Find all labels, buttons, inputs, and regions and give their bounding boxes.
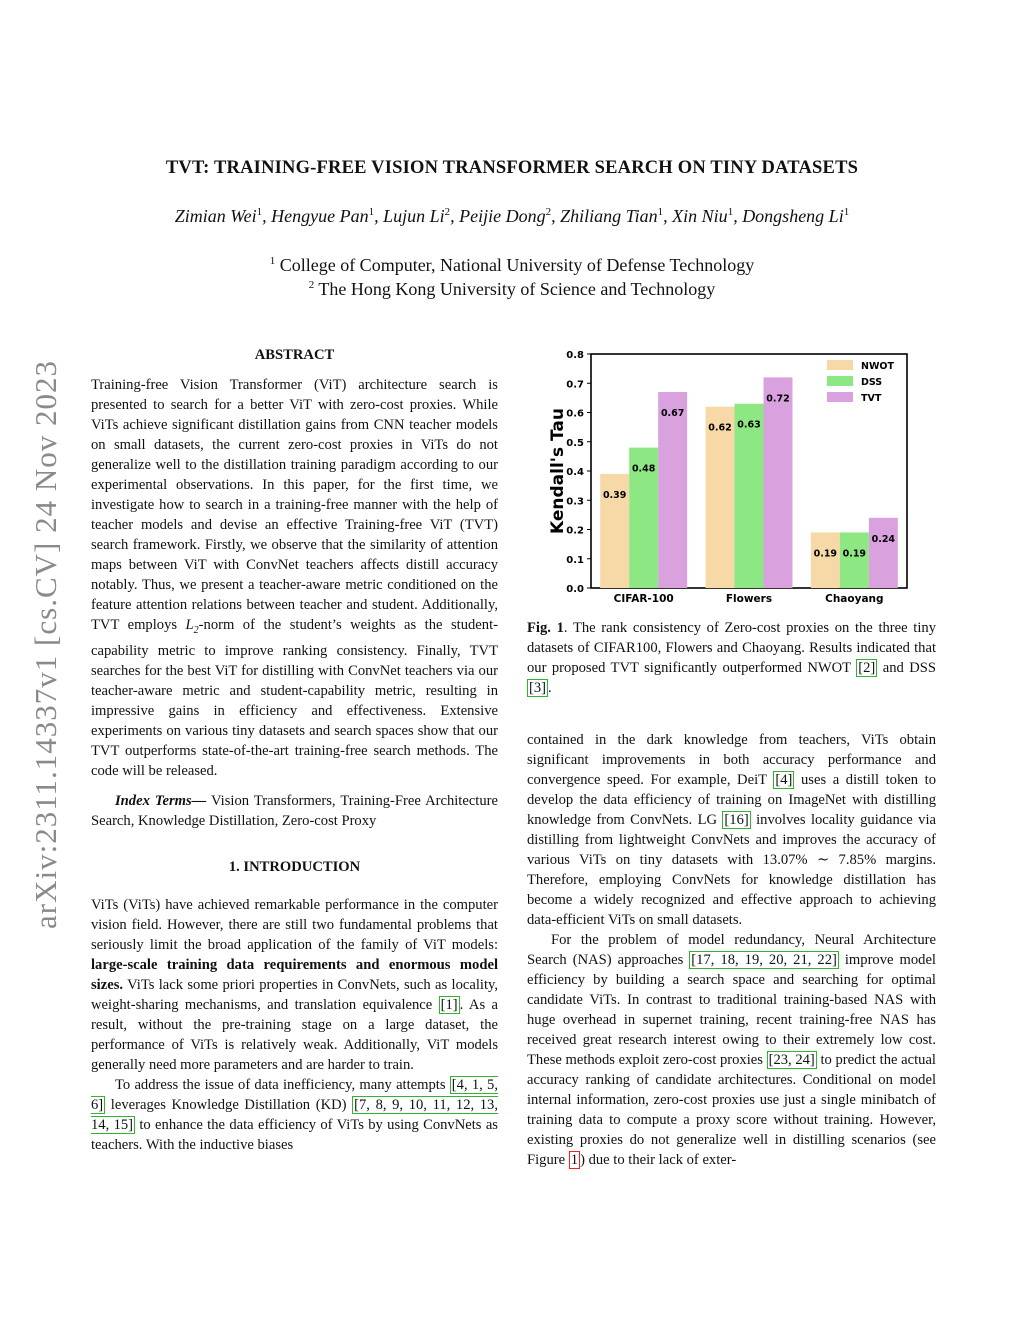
y-tick-label: 0.2 — [566, 525, 584, 537]
bar — [869, 518, 898, 588]
citation-link[interactable]: [7, 8, 9, 10, 11, 12, 13, 14, 15] — [91, 1096, 499, 1133]
y-tick-label: 0.7 — [566, 379, 584, 391]
author: Peijie Dong — [459, 206, 546, 226]
kendall-tau-bar-chart — [527, 348, 922, 610]
citation-link[interactable]: [17, 18, 19, 20, 21, 22] — [691, 952, 837, 968]
bar-value-label: 0.19 — [813, 548, 838, 560]
citation-link[interactable]: [16] — [724, 812, 749, 828]
bar — [811, 532, 840, 588]
margin-math: 13.07% ∼ 7.85% — [762, 852, 877, 868]
figure-caption: Fig. 1. The rank consistency of Zero-cost proxies on the three tiny datasets of CIFAR100, Flowers and Chaoyang. Results indicated that our proposed TVT significantly outperformed NWOT [2] and DSS [3] . — [527, 620, 936, 696]
paper-title: TVT: TRAINING-FREE VISION TRANSFORMER SEARCH ON TINY DATASETS — [165, 158, 859, 178]
legend-label: TVT — [861, 393, 882, 404]
affil-text: The Hong Kong University of Science and Technology — [318, 279, 716, 299]
bar-value-label: 0.24 — [871, 533, 896, 545]
citation-link[interactable]: [23, 24] — [768, 1052, 815, 1068]
arxiv-side-label: arXiv:2311.14337v1 [cs.CV] 24 Nov 2023 — [28, 360, 63, 930]
bar-value-label: 0.72 — [766, 393, 790, 405]
author: Xin Niu — [672, 206, 728, 226]
y-tick-label: 0.3 — [566, 496, 584, 508]
bar-value-label: 0.48 — [631, 463, 656, 475]
bar-value-label: 0.39 — [602, 489, 627, 501]
author-affil-mark: 1 — [727, 206, 734, 218]
legend-swatch — [827, 392, 853, 402]
x-category-label: CIFAR-100 — [613, 593, 674, 605]
affil-text: College of Computer, National University of Defense Technology — [279, 255, 755, 275]
legend-swatch — [827, 376, 853, 386]
legend-label: DSS — [861, 377, 883, 388]
affiliation-1 — [0, 255, 1024, 276]
bar-value-label: 0.62 — [708, 422, 732, 434]
index-terms — [91, 791, 498, 831]
citation-link[interactable]: [1] — [440, 996, 458, 1013]
index-terms-text: Vision Transformers, Training-Free Architecture Search, Knowledge Distillation, Zero-cost Proxy — [91, 792, 498, 829]
intro-paragraph-1: ViTs (ViTs) have achieved remarkable performance in the computer vision field. However, there are still two fundamental problems that seriously limit the broad application of the family of ViT models: large-scale training data requirements and enormous model sizes. ViTs lack some priori properties in ConvNets, such as locality, weight-sharing mechanisms, and translation equivalence [1] . As a result, without the pre-training stage on a large dataset, the performance of ViTs is relatively weak. Additionally, ViT models generally need more parameters and are harder to train. — [91, 896, 498, 1073]
bar — [658, 392, 687, 588]
intro-paragraph-2: To address the issue of data inefficiency, many attempts [4, 1, 5, 6] leverages Knowledge Distillation (KD) [7, 8, 9, 10, 11, 12, 13, 14, 15] to enhance the data efficiency of ViTs by using ConvNets as teachers. With the inductive biases — [91, 1076, 499, 1153]
index-terms-label: Index Terms— — [115, 792, 207, 809]
author: Hengyue Pan — [271, 206, 369, 226]
x-category-label: Flowers — [725, 593, 773, 605]
author-affil-mark: 1 — [843, 206, 850, 218]
abstract-text: Training-free Vision Transformer (ViT) architecture search is presented to search for a better ViT with zero-cost proxies. While ViTs achieve significant distillation gains from CNN teacher models on small datasets, the current zero-cost proxies in ViTs do not generalize well to the distillation training paradigm according to our experimental observations. In this paper, for the first time, we investigate how to search in a training-free manner with the help of teacher models and devise an effective Training-free ViT (TVT) search framework. Firstly, we observe that the similarity of attention maps between ViT with ConvNet teachers affects distill accuracy notably. Thus, we present a teacher-aware metric conditioned on the feature attention relations between teacher and student. Additionally, TVT employs — [91, 377, 498, 633]
y-tick-label: 0.0 — [566, 584, 584, 595]
right-paragraph-2: For the problem of model redundancy, Neural Architecture Search (NAS) approaches [17, 18, 19, 20, 21, 22] improve model efficiency by building a search space and searching for optimal candidate ViTs. In contrast to traditional training-based NAS with huge overhead in supernet training, recent training-free NAS has received great research interest owing to their extremely low cost. These methods exploit zero-cost proxies [23, 24] to predict the actual accuracy ranking of candidate architectures. Conditional on model internal information, zero-cost proxies use just a single minibatch of training data to compute a proxy score without training. However, existing proxies do not generalize well in distilling scenarios (see Figure 1 ) due to their lack of exter- — [527, 932, 936, 1168]
left-column — [91, 345, 498, 1155]
legend-label: NWOT — [861, 361, 894, 372]
x-category-label: Chaoyang — [825, 593, 884, 605]
abstract-body — [91, 375, 498, 781]
citation-link[interactable]: [3] — [529, 680, 547, 696]
intro-heading: 1. INTRODUCTION — [228, 858, 361, 875]
author-list: Zimian Wei$^1$, Hengyue Pan$^1$, Lujun Li$^2$, Peijie Dong$^2$, Zhiliang Tian$^1$, Xin Niu$^1$, Dongsheng Li$^1$ — [174, 206, 850, 226]
affiliation-2 — [0, 279, 1024, 300]
author: Dongsheng Li — [742, 206, 844, 226]
y-tick-label: 0.8 — [566, 350, 584, 361]
figure-link[interactable]: 1 — [570, 1152, 579, 1168]
caption-label: Fig. 1 — [527, 620, 564, 636]
abstract-text-2: -norm of the student’s weights as the student-capability metric to improve ranking consistency. Finally, TVT searches for the best ViT for distilling with ConvNet teachers via our teacher-aware metric and student-capability metric, resulting in impressive gains in efficiency and effectiveness. Extensive experiments on various tiny datasets and search spaces show that our TVT outperforms state-of-the-art training-free search methods. The code will be released. — [91, 617, 498, 779]
right-column — [527, 730, 936, 1170]
affil-number: 1 — [269, 255, 276, 267]
y-tick-label: 0.5 — [566, 437, 584, 449]
l2-symbol: $L_2$ — [185, 617, 199, 636]
bar — [735, 404, 764, 588]
bar-value-label: 0.63 — [737, 419, 761, 431]
author-affil-mark: 1 — [256, 206, 263, 218]
legend-swatch — [827, 360, 853, 370]
bar — [764, 377, 793, 588]
author-affil-mark: 2 — [444, 206, 451, 218]
bar-value-label: 0.67 — [660, 408, 685, 420]
author-affil-mark: 1 — [368, 206, 375, 218]
citation-link[interactable]: [4, 1, 5, 6] — [91, 1076, 498, 1113]
intro-bold-text: large-scale training data requirements and enormous model sizes. — [91, 956, 498, 993]
y-tick-label: 0.1 — [566, 554, 584, 566]
author-affil-mark: 1 — [657, 206, 664, 218]
abstract-heading: ABSTRACT — [254, 347, 335, 363]
citation-link[interactable]: [4] — [775, 772, 793, 788]
bar-value-label: 0.19 — [842, 548, 867, 560]
affil-number: 2 — [308, 279, 315, 291]
bar — [840, 532, 869, 588]
y-tick-label: 0.4 — [566, 467, 584, 478]
y-axis-label: Kendall's Tau — [548, 407, 568, 535]
citation-link[interactable]: [2] — [858, 660, 876, 676]
bar — [706, 407, 735, 588]
y-tick-label: 0.6 — [566, 408, 584, 420]
author: Zhiliang Tian — [560, 206, 658, 226]
right-paragraph-1: contained in the dark knowledge from teachers, ViTs obtain significant improvements in both accuracy performance and convergence speed. For example, DeiT [4] uses a distill token to develop the data efficiency of training on ImageNet with distilling knowledge from ConvNets. LG [16] involves locality guidance via distilling from lightweight ConvNets and improves the accuracy of various ViTs on tiny datasets with 13.07% ∼ 7.85% margins. Therefore, employing ConvNets for knowledge distillation has become a widely recognized and effective approach to achieving data-efficient ViTs on small datasets. — [527, 732, 936, 928]
author: Lujun Li — [383, 206, 445, 226]
author: Zimian Wei — [174, 206, 257, 226]
author-affil-mark: 2 — [545, 206, 552, 218]
